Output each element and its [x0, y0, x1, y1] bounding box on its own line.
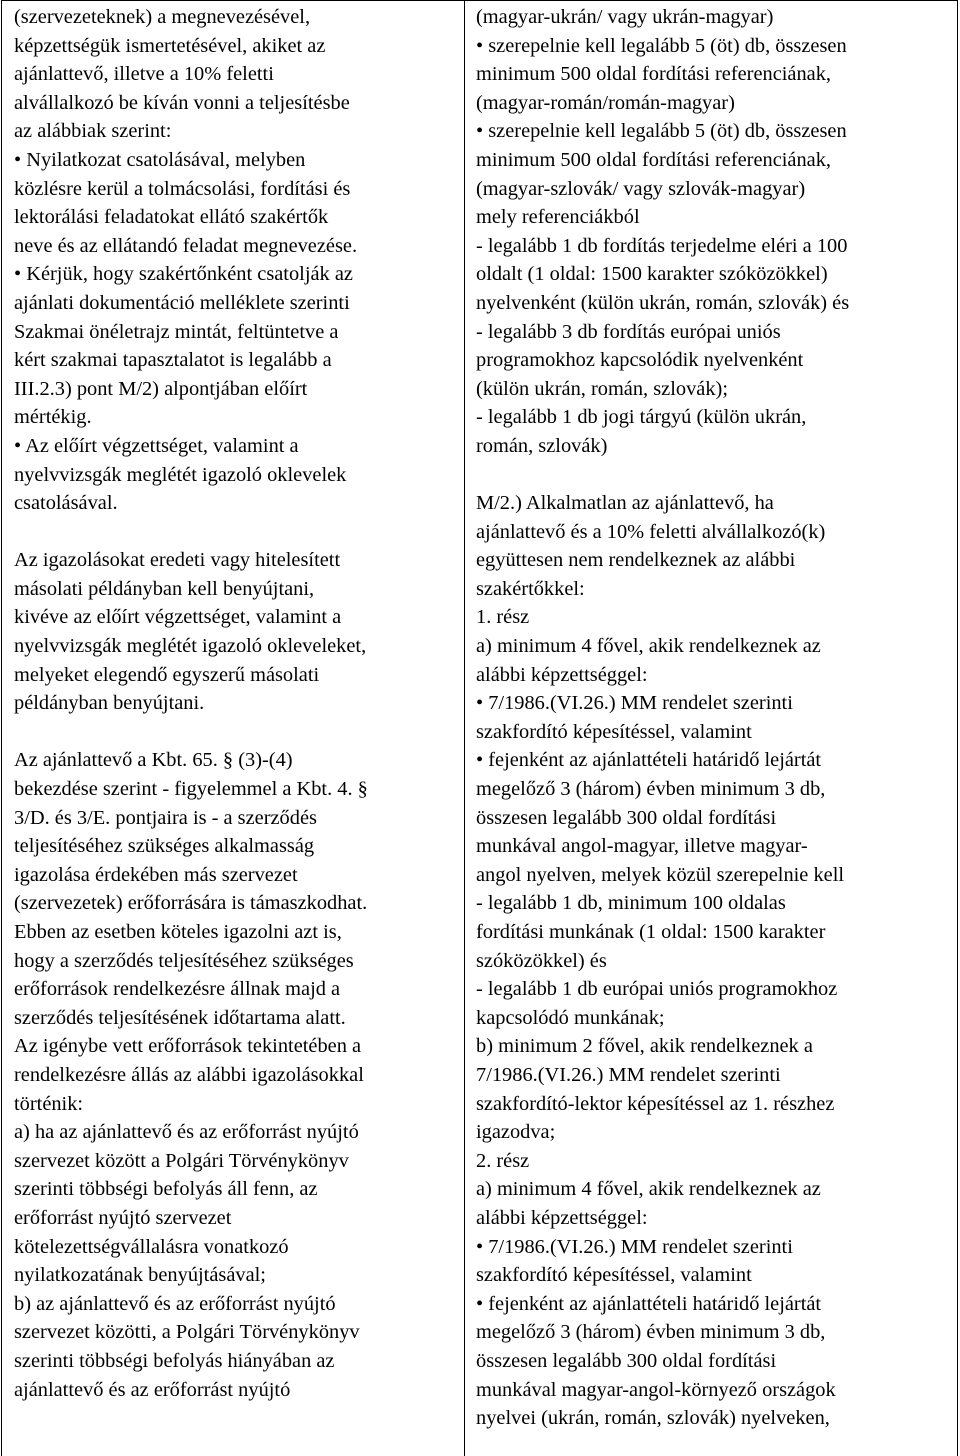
text-line: kötelezettségvállalásra vonatkozó — [14, 1235, 289, 1258]
text-line: (magyar-román/román-magyar) — [476, 91, 735, 114]
text-line: b) minimum 2 fővel, akik rendelkeznek a — [476, 1035, 813, 1058]
text-line: képzettségük ismertetésével, akiket az — [14, 34, 326, 57]
text-line: a) minimum 4 fővel, akik rendelkeznek az — [476, 1178, 821, 1201]
text-line: - legalább 1 db jogi tárgyú (külön ukrán, — [476, 406, 807, 429]
text-line: példányban benyújtani. — [14, 692, 205, 715]
text-line: • 7/1986.(VI.26.) MM rendelet szerinti — [476, 692, 793, 715]
text-line: a) ha az ajánlattevő és az erőforrást nyújtó — [14, 1121, 359, 1144]
text-line: erőforrások rendelkezésre állnak majd a — [14, 978, 341, 1001]
text-line: b) az ajánlattevő és az erőforrást nyújtó — [14, 1292, 336, 1315]
text-line: Ebben az esetben köteles igazolni azt is, — [14, 921, 342, 943]
text-line: ajánlattevő és az erőforrást nyújtó — [14, 1378, 291, 1401]
text-line: lektorálási feladatokat ellátó szakértők — [14, 206, 329, 229]
text-line: ajánlattevő és a 10% feletti alvállalkozó(k) — [476, 520, 826, 543]
text-line: nyelvenként (külön ukrán, román, szlovák) és — [476, 291, 850, 314]
text-line: • Kérjük, hogy szakértőnként csatolják az — [14, 263, 353, 286]
text-line: - legalább 1 db, minimum 100 oldalas — [476, 892, 786, 915]
text-line: • Az előírt végzettséget, valamint a — [14, 434, 299, 457]
text-line: szakértőkkel: — [476, 577, 585, 600]
text-line: 3/D. és 3/E. pontjaira is - a szerződés — [14, 806, 317, 829]
text-line: a) minimum 4 fővel, akik rendelkeznek az — [476, 635, 821, 658]
text-line: alábbi képzettséggel: — [476, 663, 648, 686]
text-line: programokhoz kapcsolódik nyelvenként — [476, 349, 804, 372]
text-line: nyilatkozatának benyújtásával; — [14, 1264, 266, 1287]
text-line: 7/1986.(VI.26.) MM rendelet szerinti — [476, 1063, 781, 1086]
text-line: Az igazolásokat eredeti vagy hitelesített — [14, 549, 341, 572]
text-line: történik: — [14, 1092, 84, 1115]
right-column-text — [476, 3, 949, 1433]
text-line: 1. rész — [476, 606, 530, 629]
text-line: - legalább 1 db európai uniós programokhoz — [476, 978, 838, 1001]
text-line: III.2.3) pont M/2) alpontjában előírt — [14, 377, 308, 400]
text-line: M/2.) Alkalmatlan az ajánlattevő, ha — [476, 492, 774, 515]
text-line: • fejenként az ajánlattételi határidő lejártát — [476, 1292, 822, 1315]
text-line: ajánlati dokumentáció melléklete szerinti — [14, 291, 350, 314]
text-line: 2. rész — [476, 1149, 530, 1172]
text-line: hogy a szerződés teljesítéséhez szükséges — [14, 949, 354, 972]
text-line: • 7/1986.(VI.26.) MM rendelet szerinti — [476, 1235, 793, 1258]
text-line: kapcsolódó munkának; — [476, 1006, 665, 1029]
text-line: (magyar-ukrán/ vagy ukrán-magyar) — [476, 6, 774, 28]
text-line: igazolása érdekében más szervezet — [14, 863, 298, 886]
text-line: szerinti többségi befolyás hiányában az — [14, 1349, 335, 1372]
text-line: ajánlattevő, illetve a 10% feletti — [14, 63, 274, 86]
text-line: nyelvei (ukrán, román, szlovák) nyelveken, — [476, 1407, 830, 1430]
text-line: nyelvvizsgák meglétét igazoló okleveleket, — [14, 635, 367, 658]
text-line: megelőző 3 (három) évben minimum 3 db, — [476, 1321, 826, 1344]
left-column-text — [14, 3, 454, 1404]
text-line: alábbi képzettséggel: — [476, 1206, 648, 1229]
blank-line — [476, 461, 949, 490]
blank-line — [14, 518, 454, 547]
text-line: igazodva; — [476, 1121, 556, 1144]
text-line: fordítási munkának (1 oldal: 1500 karakter — [476, 921, 826, 943]
text-line: közlésre kerül a tolmácsolási, fordítási és — [14, 177, 351, 200]
text-line: szakfordító képesítéssel, valamint — [476, 1264, 752, 1287]
text-line: Az igénybe vett erőforrások tekintetében a — [14, 1035, 362, 1058]
text-line: szerinti többségi befolyás áll fenn, az — [14, 1178, 318, 1201]
text-line: rendelkezésre állás az alábbi igazolásokkal — [14, 1063, 364, 1086]
text-line: munkával magyar-angol-környező országok — [476, 1378, 836, 1401]
text-line: nyelvvizsgák meglétét igazoló oklevelek — [14, 463, 347, 486]
text-line: - legalább 1 db fordítás terjedelme eléri a 100 — [476, 234, 848, 257]
text-line: • szerepelnie kell legalább 5 (öt) db, összesen — [476, 34, 847, 57]
text-line: erőforrást nyújtó szervezet — [14, 1206, 232, 1229]
text-line: oldalt (1 oldal: 1500 karakter szóközökkel) — [476, 263, 828, 286]
text-line: • fejenként az ajánlattételi határidő lejártát — [476, 749, 822, 772]
text-line: szóközökkel) és — [476, 949, 607, 972]
text-line: • Nyilatkozat csatolásával, melyben — [14, 148, 306, 171]
text-line: kért szakmai tapasztalatot is legalább a — [14, 349, 332, 372]
text-line: Szakmai önéletrajz mintát, feltüntetve a — [14, 320, 339, 343]
text-line: mely referenciákból — [476, 206, 640, 229]
text-line: összesen legalább 300 oldal fordítási — [476, 806, 777, 829]
text-line: csatolásával. — [14, 492, 118, 515]
text-line: melyeket elegendő egyszerű másolati — [14, 663, 320, 686]
text-line: szakfordító-lektor képesítéssel az 1. részhez — [476, 1092, 835, 1115]
text-line: román, szlovák) — [476, 434, 608, 457]
text-line: kivéve az előírt végzettséget, valamint a — [14, 606, 342, 629]
blank-line — [14, 718, 454, 747]
text-line: (szervezeteknek) a megnevezésével, — [14, 6, 311, 28]
text-line: - legalább 3 db fordítás európai uniós — [476, 320, 781, 343]
text-line: Az ajánlattevő a Kbt. 65. § (3)-(4) — [14, 749, 293, 772]
text-line: másolati példányban kell benyújtani, — [14, 577, 315, 600]
text-line: az alábbiak szerint: — [14, 120, 172, 143]
text-line: bekezdése szerint - figyelemmel a Kbt. 4. § — [14, 778, 368, 801]
text-line: neve és az ellátandó feladat megnevezése. — [14, 234, 358, 257]
document-table — [1, 0, 958, 1456]
text-line: (szervezetek) erőforrására is támaszkodhat. — [14, 892, 368, 915]
text-line: minimum 500 oldal fordítási referenciának, — [476, 148, 832, 171]
text-line: teljesítéséhez szükséges alkalmasság — [14, 835, 315, 858]
text-line: szervezet között a Polgári Törvénykönyv — [14, 1149, 349, 1172]
text-line: szervezet közötti, a Polgári Törvénykönyv — [14, 1321, 360, 1344]
table-row — [2, 1, 958, 1456]
text-line: angol nyelven, melyek közül szerepelnie kell — [476, 863, 845, 886]
text-line: • szerepelnie kell legalább 5 (öt) db, összesen — [476, 120, 847, 143]
text-line: mértékig. — [14, 406, 92, 429]
right-column-cell — [465, 1, 958, 1456]
text-line: együttesen nem rendelkeznek az alábbi — [476, 549, 796, 572]
text-line: szerződés teljesítésének időtartama alatt. — [14, 1006, 346, 1029]
text-line: (külön ukrán, román, szlovák); — [476, 377, 728, 400]
text-line: alvállalkozó be kíván vonni a teljesítésbe — [14, 91, 350, 114]
text-line: szakfordító képesítéssel, valamint — [476, 720, 752, 743]
text-line: minimum 500 oldal fordítási referenciának, — [476, 63, 832, 86]
text-line: (magyar-szlovák/ vagy szlovák-magyar) — [476, 177, 806, 200]
text-line: megelőző 3 (három) évben minimum 3 db, — [476, 778, 826, 801]
left-column-cell — [2, 1, 465, 1456]
text-line: munkával angol-magyar, illetve magyar- — [476, 835, 808, 858]
text-line: összesen legalább 300 oldal fordítási — [476, 1349, 777, 1372]
